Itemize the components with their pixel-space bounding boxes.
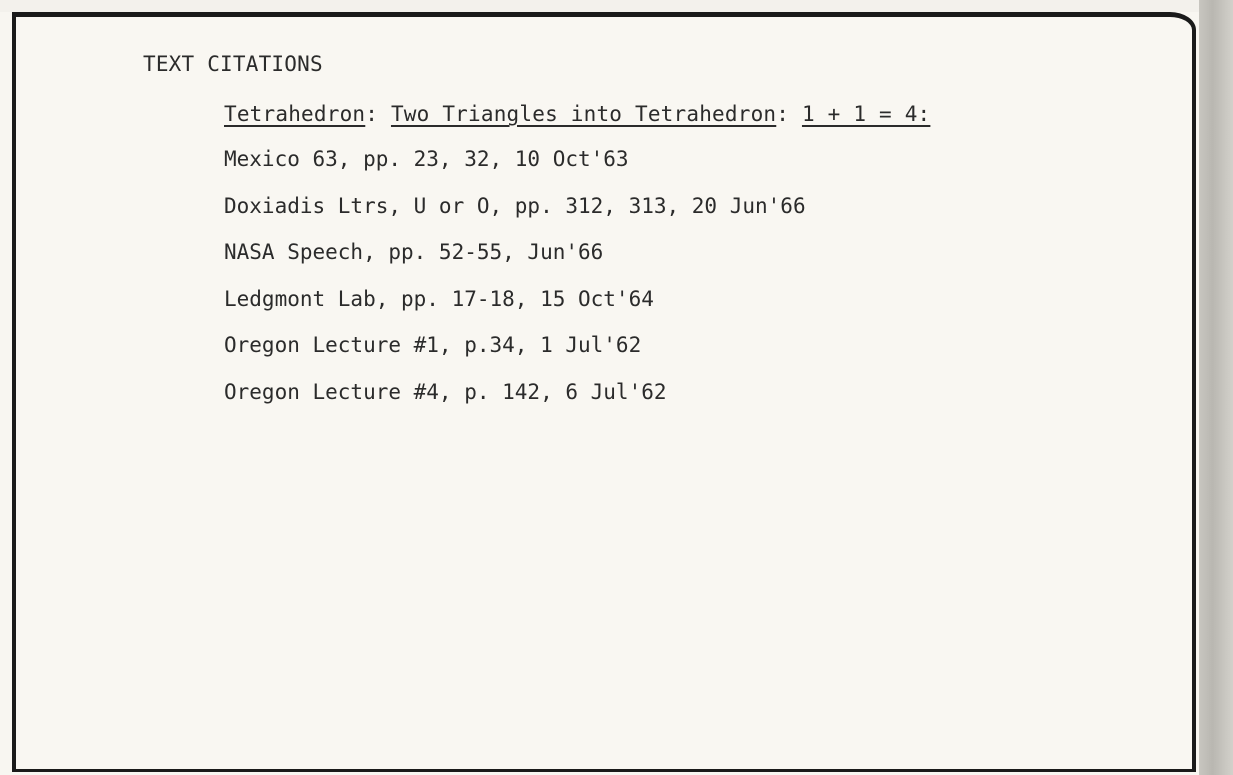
subject-equation: 1 + 1 = 4: <box>801 102 931 126</box>
citation-item: Mexico 63, pp. 23, 32, 10 Oct'63 <box>224 147 629 171</box>
card-edge-shadow <box>1199 0 1233 775</box>
citation-list <box>224 146 806 425</box>
subject-line <box>224 102 930 126</box>
citation-item: Doxiadis Ltrs, U or O, pp. 312, 313, 20 Jun'66 <box>224 193 806 218</box>
page-top-margin <box>0 0 1233 12</box>
subject-separator: : <box>365 102 391 126</box>
citation-item: NASA Speech, pp. 52-55, Jun'66 <box>224 240 604 264</box>
card-heading: TEXT CITATIONS <box>143 52 323 76</box>
subject-subterm: Two Triangles into Tetrahedron <box>390 102 777 126</box>
subject-separator: : <box>776 102 802 126</box>
subject-term: Tetrahedron <box>224 102 366 126</box>
citation-item: Oregon Lecture #1, p.34, 1 Jul'62 <box>224 333 642 357</box>
citation-item: Ledgmont Lab, pp. 17-18, 15 Oct'64 <box>224 286 654 311</box>
citation-item: Oregon Lecture #4, p. 142, 6 Jul'62 <box>224 379 667 404</box>
